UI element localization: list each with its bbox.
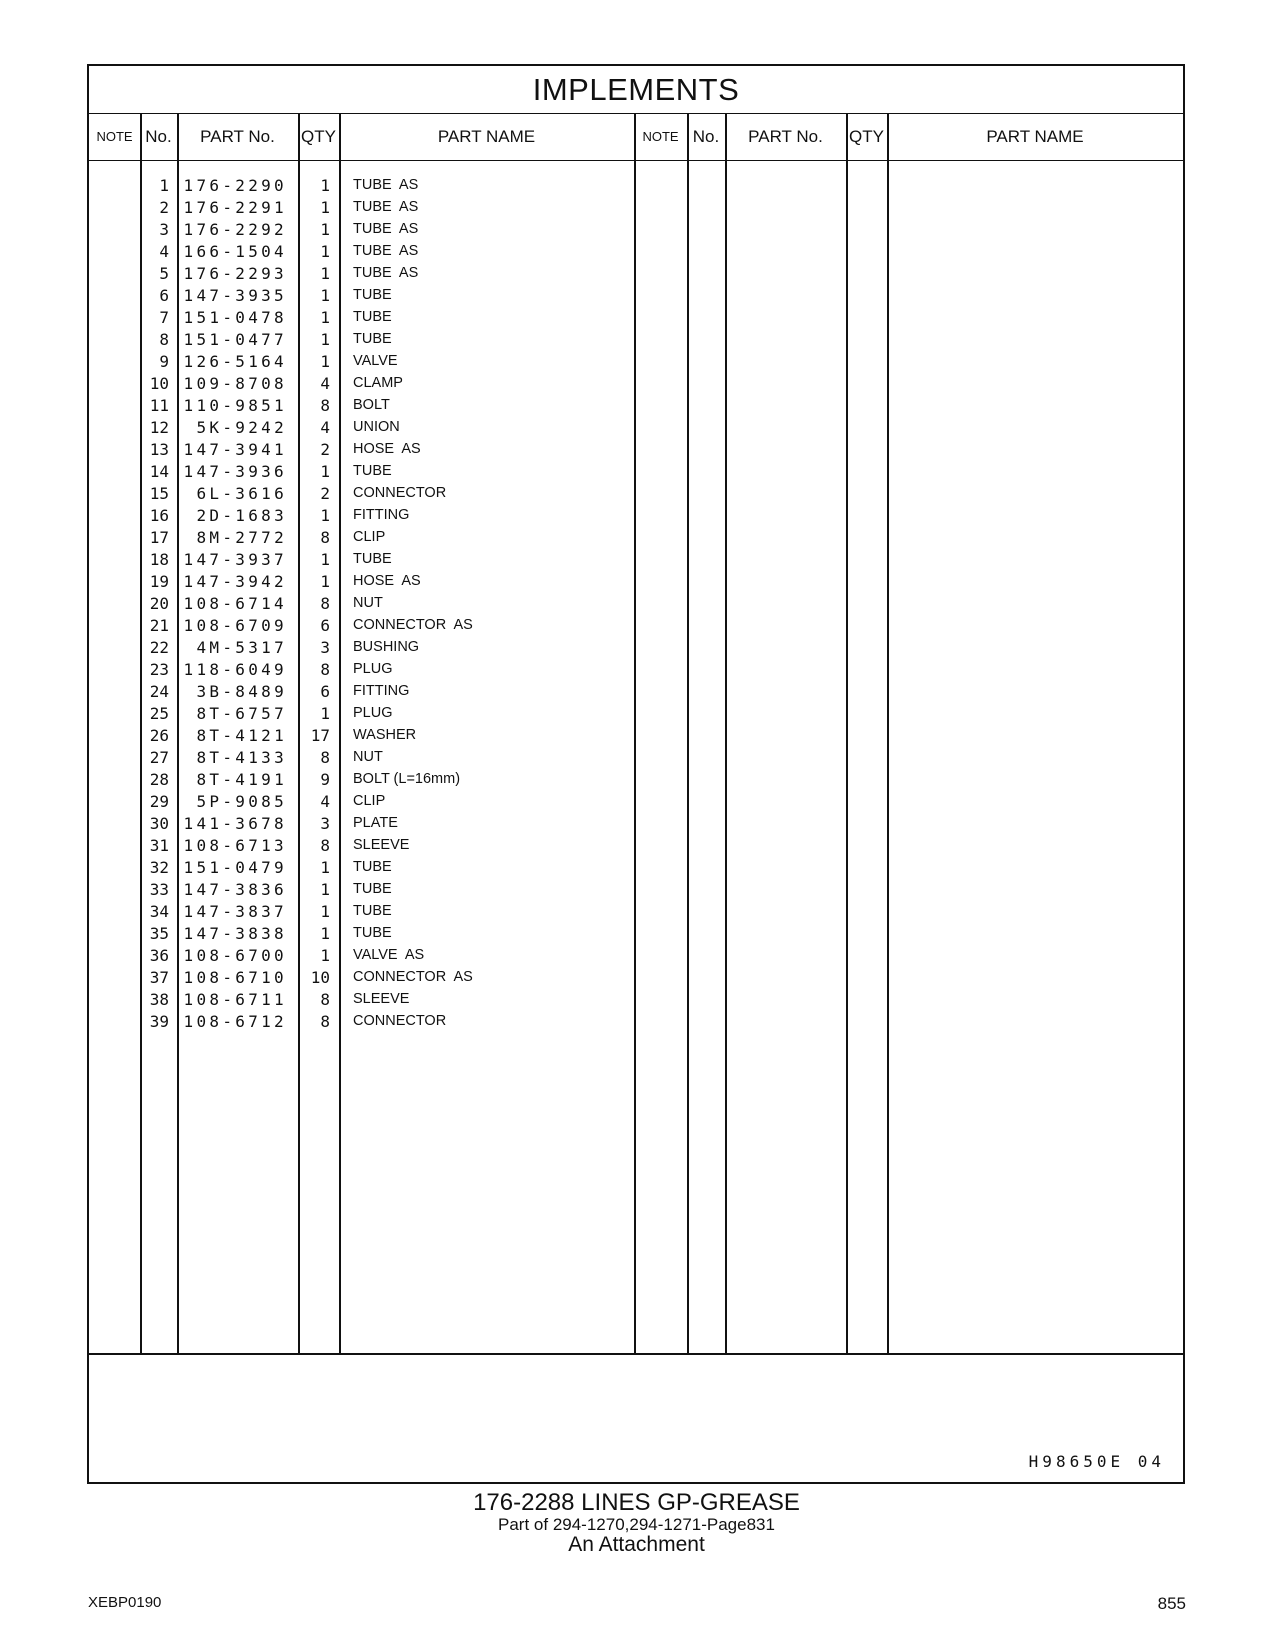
part-name: TUBE AS [353, 265, 419, 281]
part-name: TUBE [353, 287, 392, 303]
table-row [89, 988, 649, 1011]
column-divider [846, 113, 848, 1354]
part-number: 109-8708 [183, 374, 287, 393]
quantity: 8 [320, 396, 330, 415]
table-row [89, 878, 649, 901]
quantity: 6 [320, 682, 330, 701]
quantity: 1 [320, 572, 330, 591]
item-number: 8 [159, 330, 169, 349]
quantity: 3 [320, 814, 330, 833]
quantity: 1 [320, 506, 330, 525]
table-row [89, 724, 649, 747]
part-name: TUBE AS [353, 221, 419, 237]
item-number: 38 [149, 990, 169, 1009]
item-number: 21 [149, 616, 169, 635]
quantity: 1 [320, 880, 330, 899]
quantity: 1 [320, 352, 330, 371]
part-number: 110-9851 [183, 396, 287, 415]
header-part-name-right: PART NAME [986, 127, 1084, 146]
part-number: 176-2290 [183, 176, 287, 195]
item-number: 25 [149, 704, 169, 723]
part-name: CLAMP [353, 375, 403, 391]
quantity: 1 [320, 704, 330, 723]
item-number: 19 [149, 572, 169, 591]
part-number: 166-1504 [183, 242, 287, 261]
header-part-name: PART NAME [437, 127, 536, 146]
part-name: TUBE [353, 463, 392, 479]
table-bottom-rule [89, 1353, 1183, 1355]
quantity: 1 [320, 286, 330, 305]
part-number: 147-3838 [183, 924, 287, 943]
quantity: 8 [320, 748, 330, 767]
quantity: 1 [320, 924, 330, 943]
part-name: FITTING [353, 683, 410, 699]
part-number: 108-6713 [183, 836, 287, 855]
table-row [89, 922, 649, 945]
part-name: WASHER [353, 727, 417, 743]
part-name: SLEEVE [353, 991, 410, 1007]
table-row [89, 856, 649, 879]
table-row [89, 438, 649, 461]
table-row [89, 218, 649, 241]
part-number: 108-6711 [183, 990, 287, 1009]
header-no-right: No. [692, 127, 720, 146]
table-row [89, 196, 649, 219]
table-row [89, 768, 649, 791]
item-number: 22 [149, 638, 169, 657]
table-row [89, 262, 649, 285]
quantity: 1 [320, 330, 330, 349]
item-number: 17 [149, 528, 169, 547]
column-divider [725, 113, 727, 1354]
item-number: 18 [149, 550, 169, 569]
table-row [89, 416, 649, 439]
part-name: FITTING [353, 507, 410, 523]
table-row [89, 174, 649, 197]
part-number: 108-6714 [183, 594, 287, 613]
part-name: PLUG [353, 661, 393, 677]
item-number: 10 [149, 374, 169, 393]
item-number: 24 [149, 682, 169, 701]
part-name: TUBE [353, 903, 392, 919]
part-number: 147-3941 [183, 440, 287, 459]
quantity: 1 [320, 264, 330, 283]
item-number: 11 [149, 396, 169, 415]
item-number: 27 [149, 748, 169, 767]
quantity: 6 [320, 616, 330, 635]
part-number: 8T-4133 [196, 748, 287, 767]
part-number: 151-0478 [183, 308, 287, 327]
item-number: 9 [159, 352, 169, 371]
item-number: 5 [159, 264, 169, 283]
part-number: 108-6712 [183, 1012, 287, 1031]
part-name: NUT [353, 749, 383, 765]
item-number: 13 [149, 440, 169, 459]
part-number: 176-2292 [183, 220, 287, 239]
parts-list-frame [87, 64, 1185, 1484]
quantity: 8 [320, 528, 330, 547]
table-row [89, 702, 649, 725]
quantity: 3 [320, 638, 330, 657]
quantity: 1 [320, 176, 330, 195]
item-number: 29 [149, 792, 169, 811]
part-number: 147-3936 [183, 462, 287, 481]
table-row [89, 328, 649, 351]
part-name: SLEEVE [353, 837, 410, 853]
header-qty: QTY [301, 127, 336, 146]
table-row [89, 460, 649, 483]
part-number: 6L-3616 [196, 484, 287, 503]
part-number: 5K-9242 [196, 418, 287, 437]
part-number: 8T-4191 [196, 770, 287, 789]
part-number: 108-6700 [183, 946, 287, 965]
item-number: 14 [149, 462, 169, 481]
header-no: No. [145, 127, 172, 146]
column-divider [687, 113, 689, 1354]
part-number: 151-0479 [183, 858, 287, 877]
quantity: 4 [320, 374, 330, 393]
item-number: 30 [149, 814, 169, 833]
part-number: 147-3836 [183, 880, 287, 899]
part-name: TUBE [353, 859, 392, 875]
header-note: NOTE [96, 129, 133, 144]
item-number: 32 [149, 858, 169, 877]
item-number: 15 [149, 484, 169, 503]
header-qty-right: QTY [849, 127, 884, 146]
part-number: 8T-4121 [196, 726, 287, 745]
table-row [89, 966, 649, 989]
part-name: TUBE [353, 309, 392, 325]
item-number: 1 [159, 176, 169, 195]
table-row [89, 526, 649, 549]
part-name: CONNECTOR AS [353, 617, 473, 633]
part-name: VALVE AS [353, 947, 425, 963]
quantity: 8 [320, 836, 330, 855]
table-row [89, 548, 649, 571]
part-name: PLATE [353, 815, 398, 831]
table-row [89, 350, 649, 373]
table-row [89, 746, 649, 769]
quantity: 8 [320, 1012, 330, 1031]
quantity: 4 [320, 792, 330, 811]
part-number: 147-3935 [183, 286, 287, 305]
quantity: 2 [320, 440, 330, 459]
item-number: 26 [149, 726, 169, 745]
item-number: 33 [149, 880, 169, 899]
part-name: TUBE [353, 331, 392, 347]
item-number: 35 [149, 924, 169, 943]
quantity: 1 [320, 462, 330, 481]
part-name: BUSHING [353, 639, 420, 655]
part-number: 4M-5317 [196, 638, 287, 657]
item-number: 37 [149, 968, 169, 987]
item-number: 36 [149, 946, 169, 965]
quantity: 1 [320, 858, 330, 877]
item-number: 6 [159, 286, 169, 305]
quantity: 1 [320, 946, 330, 965]
quantity: 1 [320, 550, 330, 569]
page-number: 855 [1157, 1594, 1186, 1613]
column-header-row [89, 113, 1183, 161]
table-row [89, 614, 649, 637]
table-row [89, 658, 649, 681]
item-number: 23 [149, 660, 169, 679]
table-row [89, 812, 649, 835]
header-part-no: PART No. [200, 127, 275, 146]
table-row [89, 240, 649, 263]
part-name: TUBE AS [353, 243, 419, 259]
quantity: 17 [310, 726, 330, 745]
part-name: CONNECTOR [353, 1013, 447, 1029]
table-row [89, 394, 649, 417]
item-number: 3 [159, 220, 169, 239]
part-number: 118-6049 [183, 660, 287, 679]
part-number: 3B-8489 [196, 682, 287, 701]
quantity: 4 [320, 418, 330, 437]
table-row [89, 900, 649, 923]
part-number: 8M-2772 [196, 528, 287, 547]
table-row [89, 504, 649, 527]
part-number: 108-6710 [183, 968, 287, 987]
table-row [89, 834, 649, 857]
item-number: 16 [149, 506, 169, 525]
table-row [89, 944, 649, 967]
quantity: 8 [320, 660, 330, 679]
table-row [89, 306, 649, 329]
quantity: 1 [320, 242, 330, 261]
item-number: 28 [149, 770, 169, 789]
table-row [89, 372, 649, 395]
part-name: CONNECTOR AS [353, 969, 473, 985]
table-row [89, 790, 649, 813]
part-name: BOLT (L=16mm) [353, 771, 461, 787]
part-number: 2D-1683 [196, 506, 287, 525]
part-number: 176-2293 [183, 264, 287, 283]
item-number: 4 [159, 242, 169, 261]
table-row [89, 592, 649, 615]
item-number: 12 [149, 418, 169, 437]
table-row [89, 680, 649, 703]
item-number: 7 [159, 308, 169, 327]
quantity: 8 [320, 594, 330, 613]
part-name: UNION [353, 419, 400, 435]
table-row [89, 284, 649, 307]
quantity: 2 [320, 484, 330, 503]
part-number: 147-3942 [183, 572, 287, 591]
section-title: IMPLEMENTS [89, 66, 1183, 114]
part-of-caption: Part of 294-1270,294-1271-Page831 [498, 1515, 775, 1534]
table-row [89, 1010, 649, 1033]
part-number: 151-0477 [183, 330, 287, 349]
part-number: 147-3837 [183, 902, 287, 921]
quantity: 1 [320, 198, 330, 217]
part-name: TUBE [353, 881, 392, 897]
part-name: CLIP [353, 529, 386, 545]
item-number: 39 [149, 1012, 169, 1031]
table-row [89, 570, 649, 593]
part-name: TUBE [353, 925, 392, 941]
part-number: 126-5164 [183, 352, 287, 371]
attachment-caption: An Attachment [568, 1533, 705, 1556]
header-part-no-right: PART No. [748, 127, 823, 146]
header-note-right: NOTE [642, 129, 679, 144]
item-number: 34 [149, 902, 169, 921]
column-divider [887, 113, 889, 1354]
table-row [89, 482, 649, 505]
document-id: XEBP0190 [88, 1594, 162, 1611]
quantity: 10 [310, 968, 330, 987]
part-name: TUBE [353, 551, 392, 567]
part-name: CONNECTOR [353, 485, 447, 501]
part-name: CLIP [353, 793, 386, 809]
part-number: 176-2291 [183, 198, 287, 217]
part-name: HOSE AS [353, 441, 421, 457]
table-row [89, 636, 649, 659]
quantity: 8 [320, 990, 330, 1009]
part-name: BOLT [353, 397, 390, 413]
quantity: 9 [320, 770, 330, 789]
quantity: 1 [320, 308, 330, 327]
part-name: VALVE [353, 353, 398, 369]
part-name: HOSE AS [353, 573, 421, 589]
part-number: 141-3678 [183, 814, 287, 833]
group-caption: 176-2288 LINES GP-GREASE [473, 1489, 800, 1516]
part-number: 8T-6757 [196, 704, 287, 723]
quantity: 1 [320, 902, 330, 921]
part-name: PLUG [353, 705, 393, 721]
part-name: NUT [353, 595, 383, 611]
item-number: 2 [159, 198, 169, 217]
quantity: 1 [320, 220, 330, 239]
part-number: 108-6709 [183, 616, 287, 635]
item-number: 31 [149, 836, 169, 855]
item-number: 20 [149, 594, 169, 613]
illustration-code: H98650E 04 [1028, 1452, 1165, 1471]
part-number: 5P-9085 [196, 792, 287, 811]
part-name: TUBE AS [353, 199, 419, 215]
part-name: TUBE AS [353, 177, 419, 193]
part-number: 147-3937 [183, 550, 287, 569]
